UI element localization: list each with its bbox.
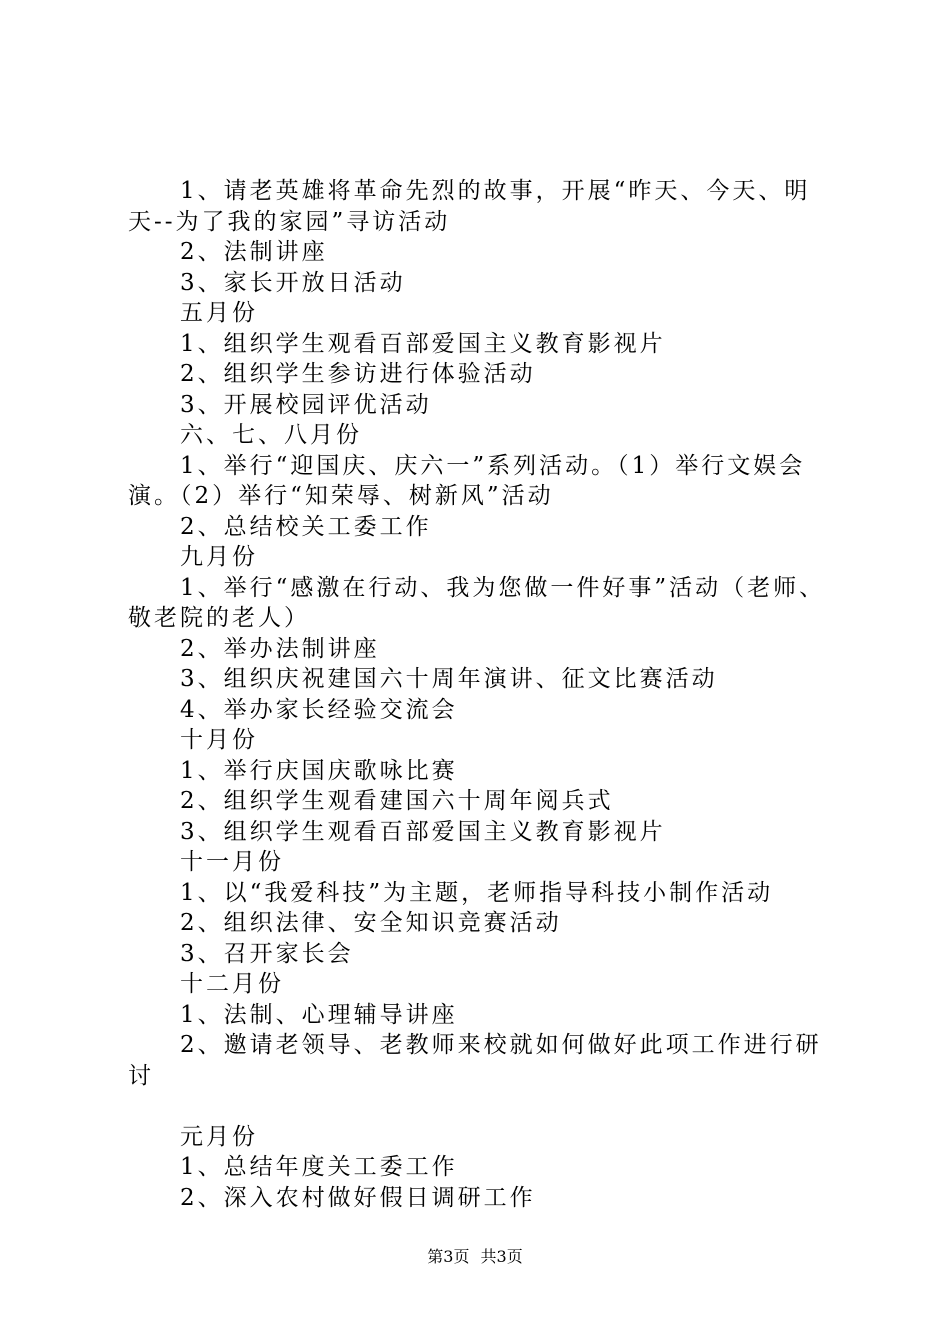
document-body bbox=[128, 176, 833, 1213]
section-heading: 五月份 bbox=[180, 300, 258, 326]
paragraph: 3、开展校园评优活动 bbox=[180, 391, 432, 418]
paragraph: 1、总结年度关工委工作 bbox=[180, 1154, 458, 1180]
section-heading: 元月份 bbox=[180, 1123, 258, 1150]
section-heading: 十二月份 bbox=[180, 971, 284, 997]
paragraph: 2、深入农村做好假日调研工作 bbox=[180, 1184, 536, 1211]
paragraph: 2、邀请老领导、老教师来校就如何做好此项工作进行研讨 bbox=[128, 1032, 822, 1089]
paragraph: 1、举行庆国庆歌咏比赛 bbox=[180, 757, 458, 784]
paragraph: 3、召开家长会 bbox=[180, 940, 354, 967]
page-footer bbox=[0, 1244, 950, 1267]
page-number: 第3页 bbox=[427, 1247, 470, 1266]
paragraph: 3、家长开放日活动 bbox=[180, 269, 406, 296]
section-heading: 六、七、八月份 bbox=[180, 422, 362, 448]
paragraph: 1、组织学生观看百部爱国主义教育影视片 bbox=[180, 330, 666, 357]
section-heading: 九月份 bbox=[180, 544, 258, 570]
paragraph: 1、请老英雄将革命先烈的故事，开展“昨天、今天、明天--为了我的家园”寻访活动 bbox=[128, 178, 811, 235]
paragraph: 4、举办家长经验交流会 bbox=[180, 696, 458, 723]
page-total: 共3页 bbox=[480, 1247, 523, 1266]
paragraph: 1、举行“迎国庆、庆六一”系列活动。（1）举行文娱会演。（2）举行“知荣辱、树新风”活动 bbox=[128, 452, 806, 509]
paragraph: 2、组织学生观看建国六十周年阅兵式 bbox=[180, 788, 614, 814]
paragraph: 1、法制、心理辅导讲座 bbox=[180, 1001, 458, 1028]
paragraph: 2、举办法制讲座 bbox=[180, 635, 380, 662]
paragraph: 3、组织学生观看百部爱国主义教育影视片 bbox=[180, 818, 666, 845]
paragraph: 2、总结校关工委工作 bbox=[180, 513, 432, 540]
section-heading: 十月份 bbox=[180, 727, 258, 753]
paragraph: 2、组织学生参访进行体验活动 bbox=[180, 361, 536, 387]
paragraph: 3、组织庆祝建国六十周年演讲、征文比赛活动 bbox=[180, 666, 718, 692]
blank-line bbox=[128, 1091, 833, 1122]
paragraph: 1、以“我爱科技”为主题，老师指导科技小制作活动 bbox=[180, 879, 774, 906]
paragraph: 1、举行“感激在行动、我为您做一件好事”活动（老师、敬老院的老人） bbox=[128, 574, 826, 631]
section-heading: 十一月份 bbox=[180, 849, 284, 875]
paragraph: 2、法制讲座 bbox=[180, 239, 328, 265]
paragraph: 2、组织法律、安全知识竞赛活动 bbox=[180, 910, 562, 936]
